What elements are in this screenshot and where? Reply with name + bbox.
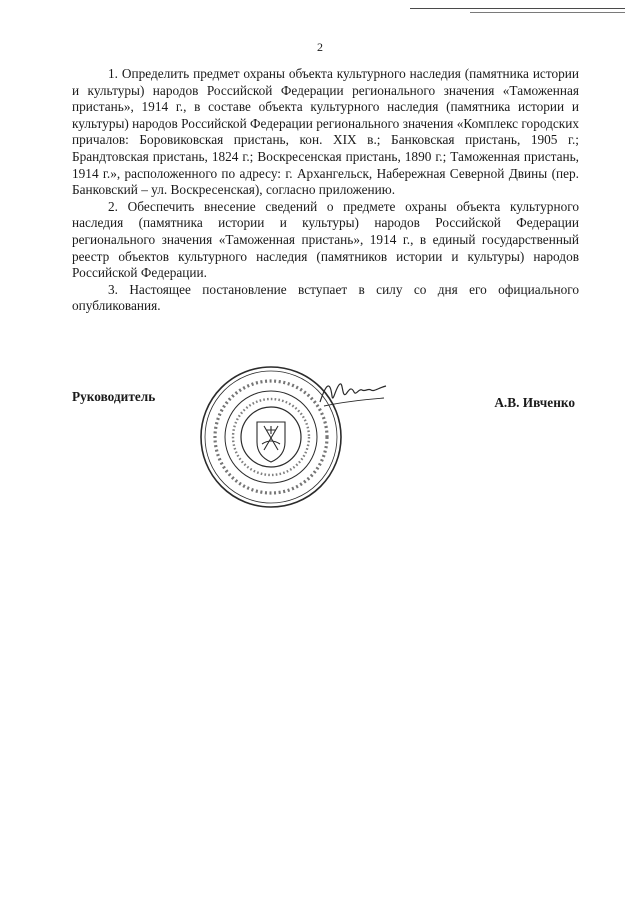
paragraph-2: 2. Обеспечить внесение сведений о предмете охраны объекта культурного наследия (памятника истории и культуры) народов Российской Федерации регионального значения «Таможенная пристань», 1914 г., в единый государственный реестр объектов культурного наследия (памятников истории и культуры) народов Российской Федерации.: [72, 198, 579, 281]
signer-role: Руководитель: [72, 389, 156, 404]
page-number: 2: [317, 40, 323, 54]
document-body: [72, 66, 579, 315]
signer-name: А.В. Ивченко: [494, 395, 575, 410]
paragraph-3: 3. Настоящее постановление вступает в силу со дня его официального опубликования.: [72, 281, 579, 314]
top-rule-secondary: [470, 12, 625, 13]
paragraph-1: 1. Определить предмет охраны объекта культурного наследия (памятника истории и культуры) народов Российской Федерации регионального значения «Таможенная пристань», 1914 г., в составе объекта культурного наследия (памятника истории и культуры) народов Российской Федерации регионального значения «Комплекс городских причалов: Боровиковская пристань, кон. XIX в.; Банковская пристань, 1905 г.; Брандтовская пристань, 1824 г.; Воскресенская пристань, 1890 г.; Таможенная пристань, 1914 г.», расположенного по адресу: г. Архангельск, Набережная Северной Двины (пер. Банковский – ул. Воскресенская), согласно приложению.: [72, 66, 579, 198]
top-rule: [410, 8, 625, 9]
handwritten-signature: [318, 376, 388, 410]
